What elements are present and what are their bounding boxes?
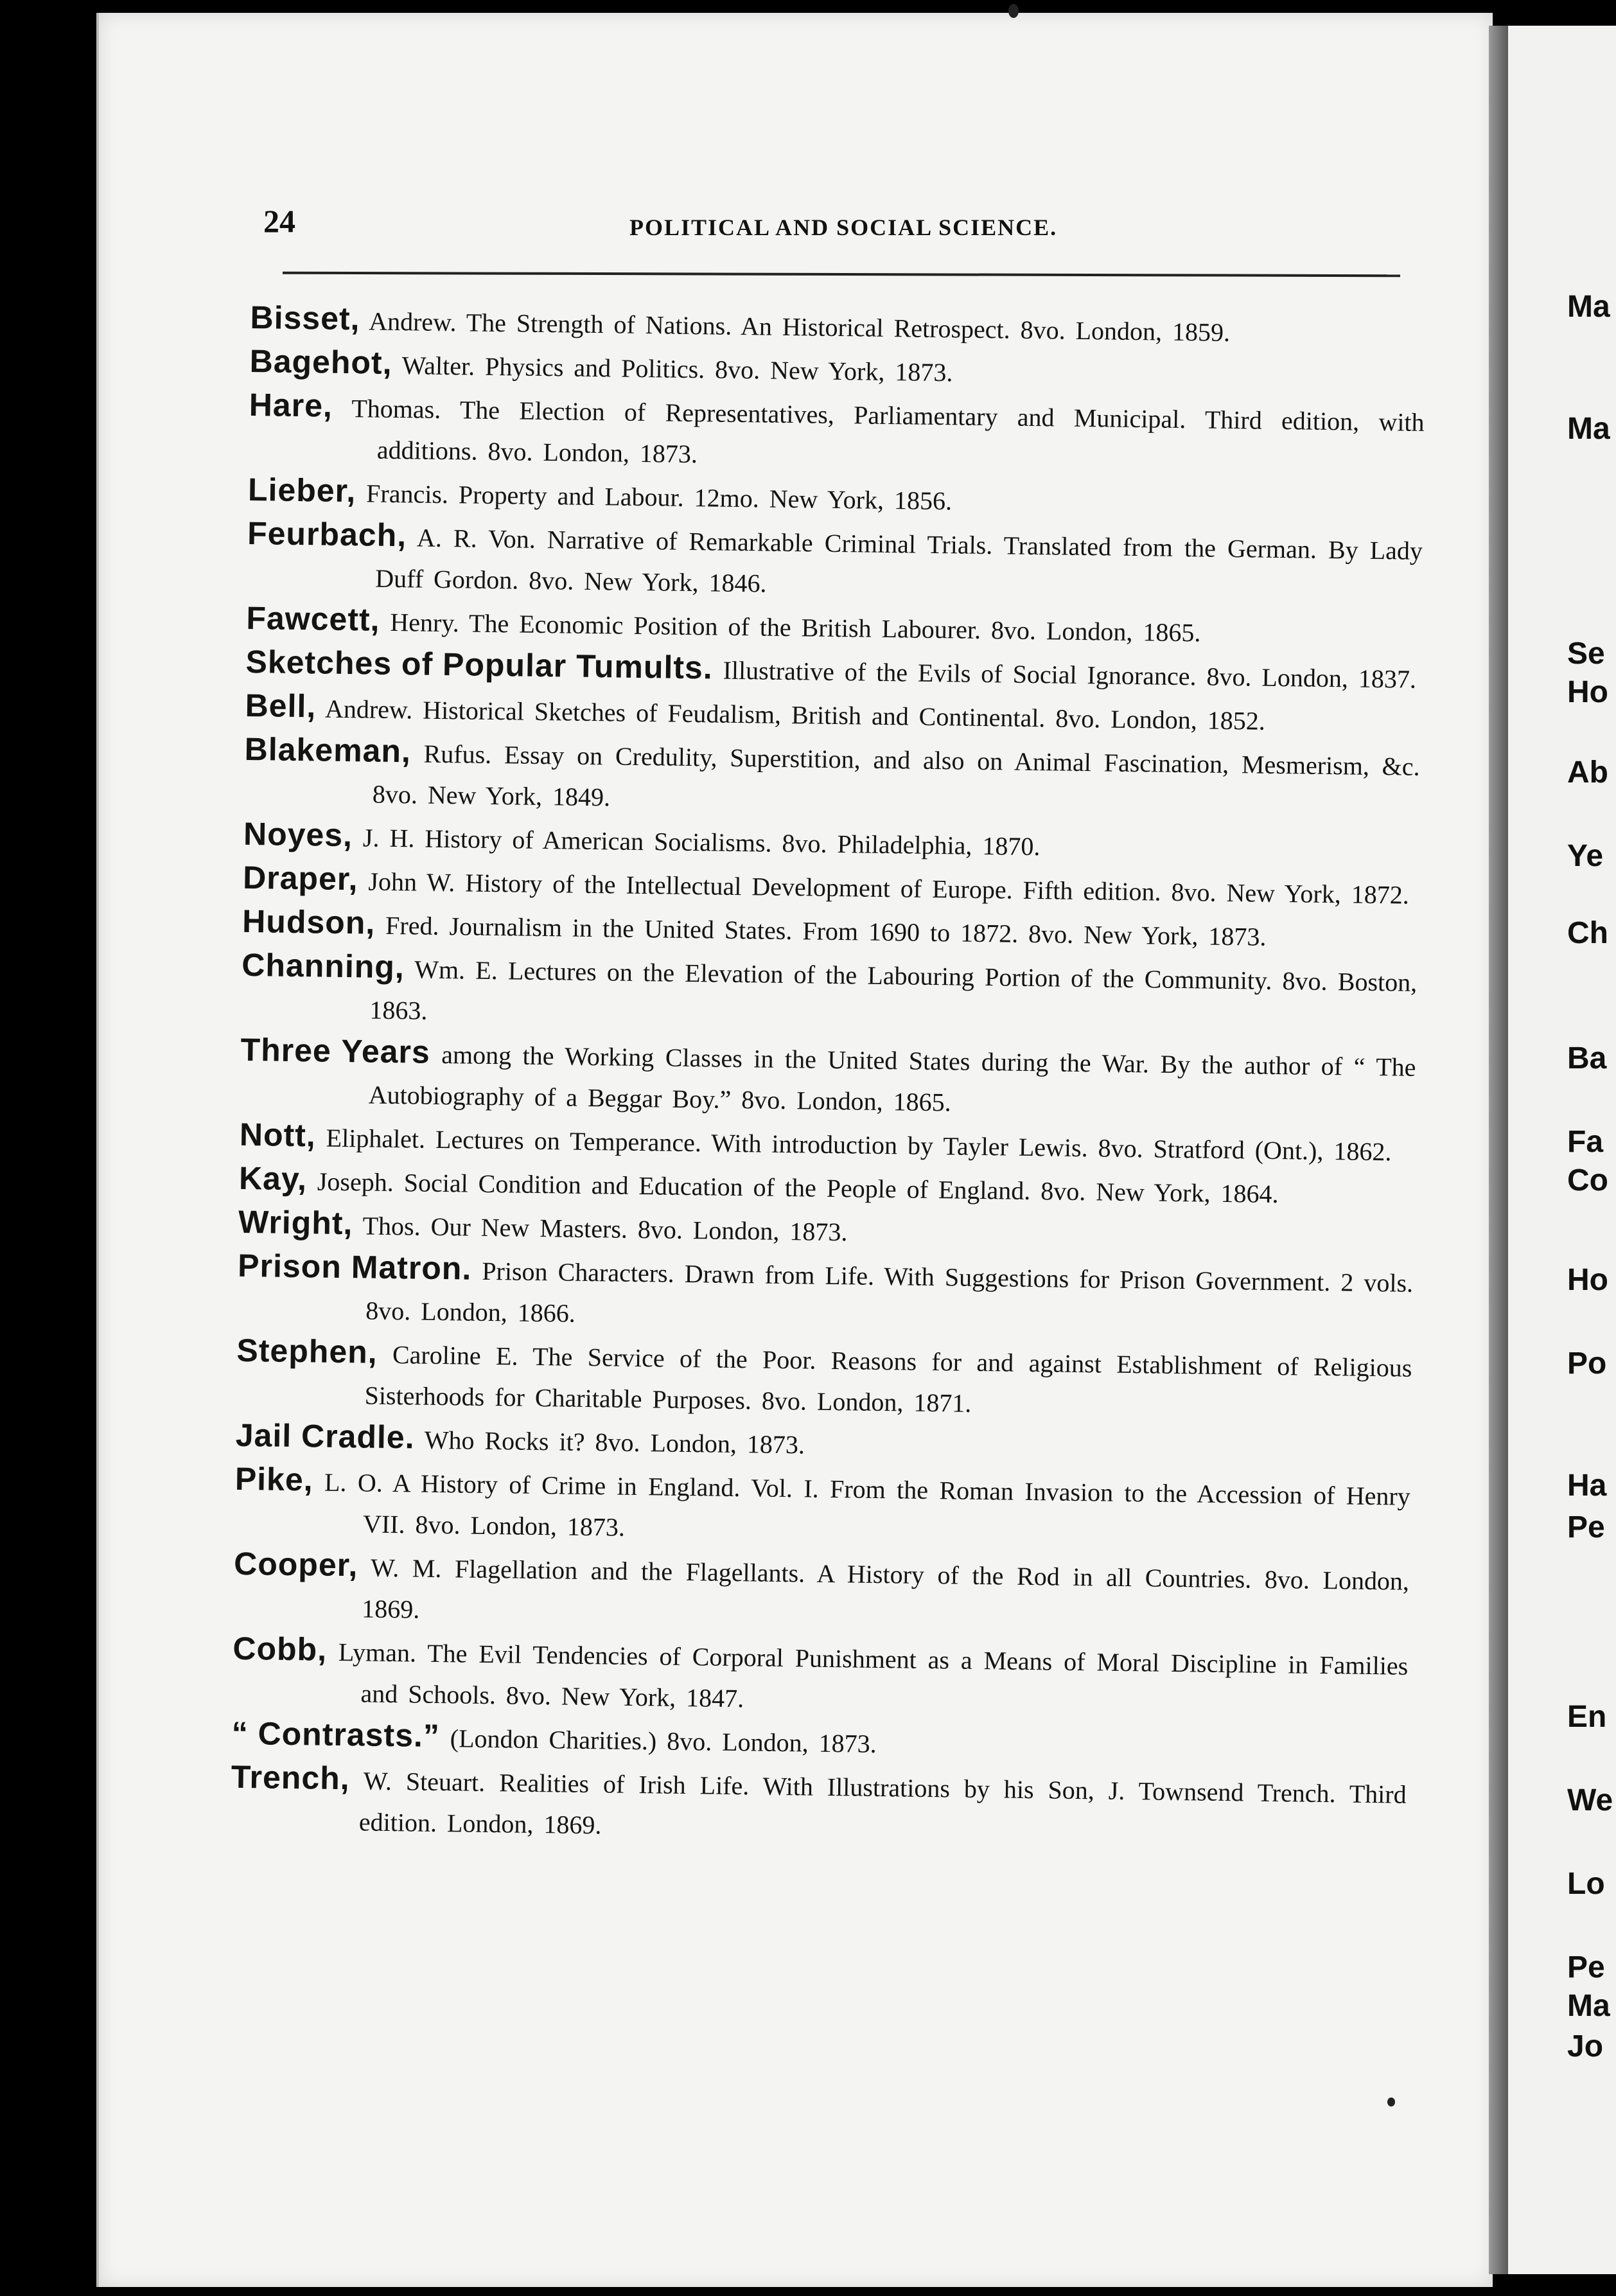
entry-author: Bell, <box>245 687 317 725</box>
entry-details: J. H. History of American Socialisms. 8vo. Philadelphia, 1870. <box>352 823 1041 861</box>
entry-details: A. R. Von. Narrative of Remarkable Criminal Trials. Translated from the German. By Lady Duff Gordon. 8vo. New York, 1846. <box>374 523 1423 598</box>
entry-author: Cobb, <box>233 1630 328 1668</box>
entry-author: Kay, <box>238 1160 308 1197</box>
entry-details: Wm. E. Lectures on the Elevation of the Labouring Portion of the Community. 8vo. Boston, 1863. <box>369 955 1418 1025</box>
facing-page-fragment: Ba <box>1567 1041 1607 1075</box>
bibliography-entry <box>236 1330 1412 1430</box>
bibliography-entry <box>237 1245 1414 1345</box>
entry-author: Fawcett, <box>246 599 380 638</box>
entry-details: Henry. The Economic Position of the British Labourer. 8vo. London, 1865. <box>380 607 1201 648</box>
facing-page-fragment: En <box>1567 1700 1607 1734</box>
facing-page-fragment: Pe <box>1567 1510 1605 1544</box>
facing-page-fragment: Ma <box>1567 290 1610 324</box>
facing-page-fragment: Po <box>1567 1347 1607 1381</box>
entry-details: Caroline E. The Service of the Poor. Reasons for and against Establishment of Religious Sisterhoods for Charitable Purposes. 8vo. London, 1871. <box>364 1339 1412 1418</box>
entry-author: Pike, <box>234 1460 314 1498</box>
entry-author: Bisset, <box>250 299 360 337</box>
facing-page-fragment: Ye <box>1567 839 1604 873</box>
bibliography-entry <box>247 513 1423 613</box>
facing-page-fragment: Ma <box>1567 412 1610 446</box>
page-gutter-shadow <box>1489 26 1508 2274</box>
entry-author: Bagehot, <box>249 342 392 381</box>
entry-author: Hudson, <box>242 903 376 941</box>
entry-details: L. O. A History of Crime in England. Vol. I. From the Roman Invasion to the Accession of Henry VII. 8vo. London, 1873. <box>313 1467 1411 1542</box>
entry-author: Blakeman, <box>244 730 412 770</box>
entry-author: Feurbach, <box>247 515 407 554</box>
facing-page-fragment: Lo <box>1567 1867 1605 1901</box>
entry-author: Channing, <box>242 946 405 985</box>
page-number: 24 <box>263 203 295 239</box>
entry-details: Thos. Our New Masters. 8vo. London, 1873. <box>353 1211 848 1247</box>
bibliography-entry <box>232 1628 1409 1728</box>
facing-page-fragment: Fa <box>1567 1125 1604 1159</box>
entry-details: (London Charities.) 8vo. London, 1873. <box>439 1724 877 1758</box>
entry-details: Thomas. The Election of Representatives, Parliamentary and Municipal. Third edition, with additions. 8vo. London, 1873. <box>332 393 1425 469</box>
running-head <box>167 196 1426 254</box>
entry-author: Draper, <box>242 859 358 897</box>
facing-page-fragment: Ma <box>1567 1989 1610 2023</box>
entry-details: Andrew. Historical Sketches of Feudalism, British and Continental. 8vo. London, 1852. <box>315 694 1266 736</box>
entry-author: “ Contrasts.” <box>231 1715 441 1754</box>
scan-speck <box>1008 4 1019 18</box>
facing-page-fragment: Ho <box>1567 675 1608 709</box>
entry-details: Andrew. The Strength of Nations. An Historical Retrospect. 8vo. London, 1859. <box>360 306 1231 347</box>
facing-page-fragment: Ch <box>1567 916 1608 950</box>
entry-author: Jail Cradle. <box>235 1417 415 1456</box>
entry-details: W. Steuart. Realities of Irish Life. With Illustrations by his Son, J. Townsend Trench. Third edition. London, 1869. <box>349 1766 1407 1840</box>
bibliography-list <box>231 297 1426 1857</box>
entry-details: Fred. Journalism in the United States. From 1690 to 1872. 8vo. New York, 1873. <box>374 910 1267 951</box>
bibliography-entry <box>241 944 1418 1045</box>
facing-page-fragment: Pe <box>1567 1950 1605 1984</box>
facing-page-strip <box>1508 26 1616 2274</box>
entry-details: among the Working Classes in the United States during the War. By the author of “ The Autobiography of a Beggar Boy.” 8vo. London, 1865. <box>368 1039 1416 1117</box>
bibliography-entry <box>243 729 1420 829</box>
bibliography-entry <box>231 1756 1407 1857</box>
entry-details: Illustrative of the Evils of Social Ignorance. 8vo. London, 1837. <box>712 655 1417 694</box>
entry-details: Prison Characters. Drawn from Life. With Suggestions for Prison Government. 2 vols. 8vo. London, 1866. <box>365 1256 1414 1328</box>
entry-details: Walter. Physics and Politics. 8vo. New York, 1873. <box>392 350 953 387</box>
bibliography-entry <box>248 384 1425 484</box>
facing-page-fragment: Co <box>1567 1163 1608 1197</box>
entry-author: Stephen, <box>236 1332 378 1370</box>
entry-author: Prison Matron. <box>237 1247 472 1287</box>
entry-details: Joseph. Social Condition and Education of the People of England. 8vo. New York, 1864. <box>306 1167 1279 1209</box>
facing-page-fragment: Ho <box>1567 1263 1608 1297</box>
entry-author: Three Years <box>240 1031 431 1070</box>
facing-page-fragment: We <box>1567 1783 1613 1817</box>
bibliography-entry <box>234 1458 1411 1559</box>
entry-details: Rufus. Essay on Credulity, Superstition, and also on Animal Fascination, Mesmerism, &c. 8vo. New York, 1849. <box>372 739 1420 812</box>
facing-page-fragment: Se <box>1567 637 1605 671</box>
entry-author: Nott, <box>239 1116 317 1154</box>
entry-details: John W. History of the Intellectual Development of Europe. Fifth edition. 8vo. New York, 1872. <box>358 867 1410 910</box>
entry-author: Lieber, <box>247 471 356 509</box>
facing-page-fragment: Jo <box>1567 2029 1604 2063</box>
entry-author: Sketches of Popular Tumults. <box>245 643 714 686</box>
entry-author: Wright, <box>238 1203 353 1242</box>
entry-details: Lyman. The Evil Tendencies of Corporal Punishment as a Means of Moral Discipline in Families and Schools. 8vo. New York, 1847. <box>326 1637 1409 1713</box>
entry-details: W. M. Flagellation and the Flagellants. A History of the Rod in all Countries. 8vo. London, 1869. <box>357 1553 1410 1624</box>
facing-page-fragment: Ab <box>1567 755 1608 790</box>
entry-author: Cooper, <box>233 1545 358 1584</box>
entry-details: Eliphalet. Lectures on Temperance. With introduction by Tayler Lewis. 8vo. Stratford (Ont.), 1862. <box>315 1123 1392 1167</box>
entry-author: Trench, <box>231 1758 351 1797</box>
entry-details: Francis. Property and Labour. 12mo. New York, 1856. <box>355 479 953 516</box>
bibliography-entry <box>240 1029 1416 1129</box>
entry-author: Hare, <box>249 386 333 424</box>
entry-details: Who Rocks it? 8vo. London, 1873. <box>414 1425 805 1460</box>
bibliography-entry <box>233 1543 1410 1643</box>
section-title: POLITICAL AND SOCIAL SCIENCE. <box>629 215 1058 240</box>
facing-page-fragment: Ha <box>1567 1469 1607 1503</box>
scan-speck <box>1387 2097 1395 2106</box>
entry-author: Noyes, <box>243 815 353 854</box>
